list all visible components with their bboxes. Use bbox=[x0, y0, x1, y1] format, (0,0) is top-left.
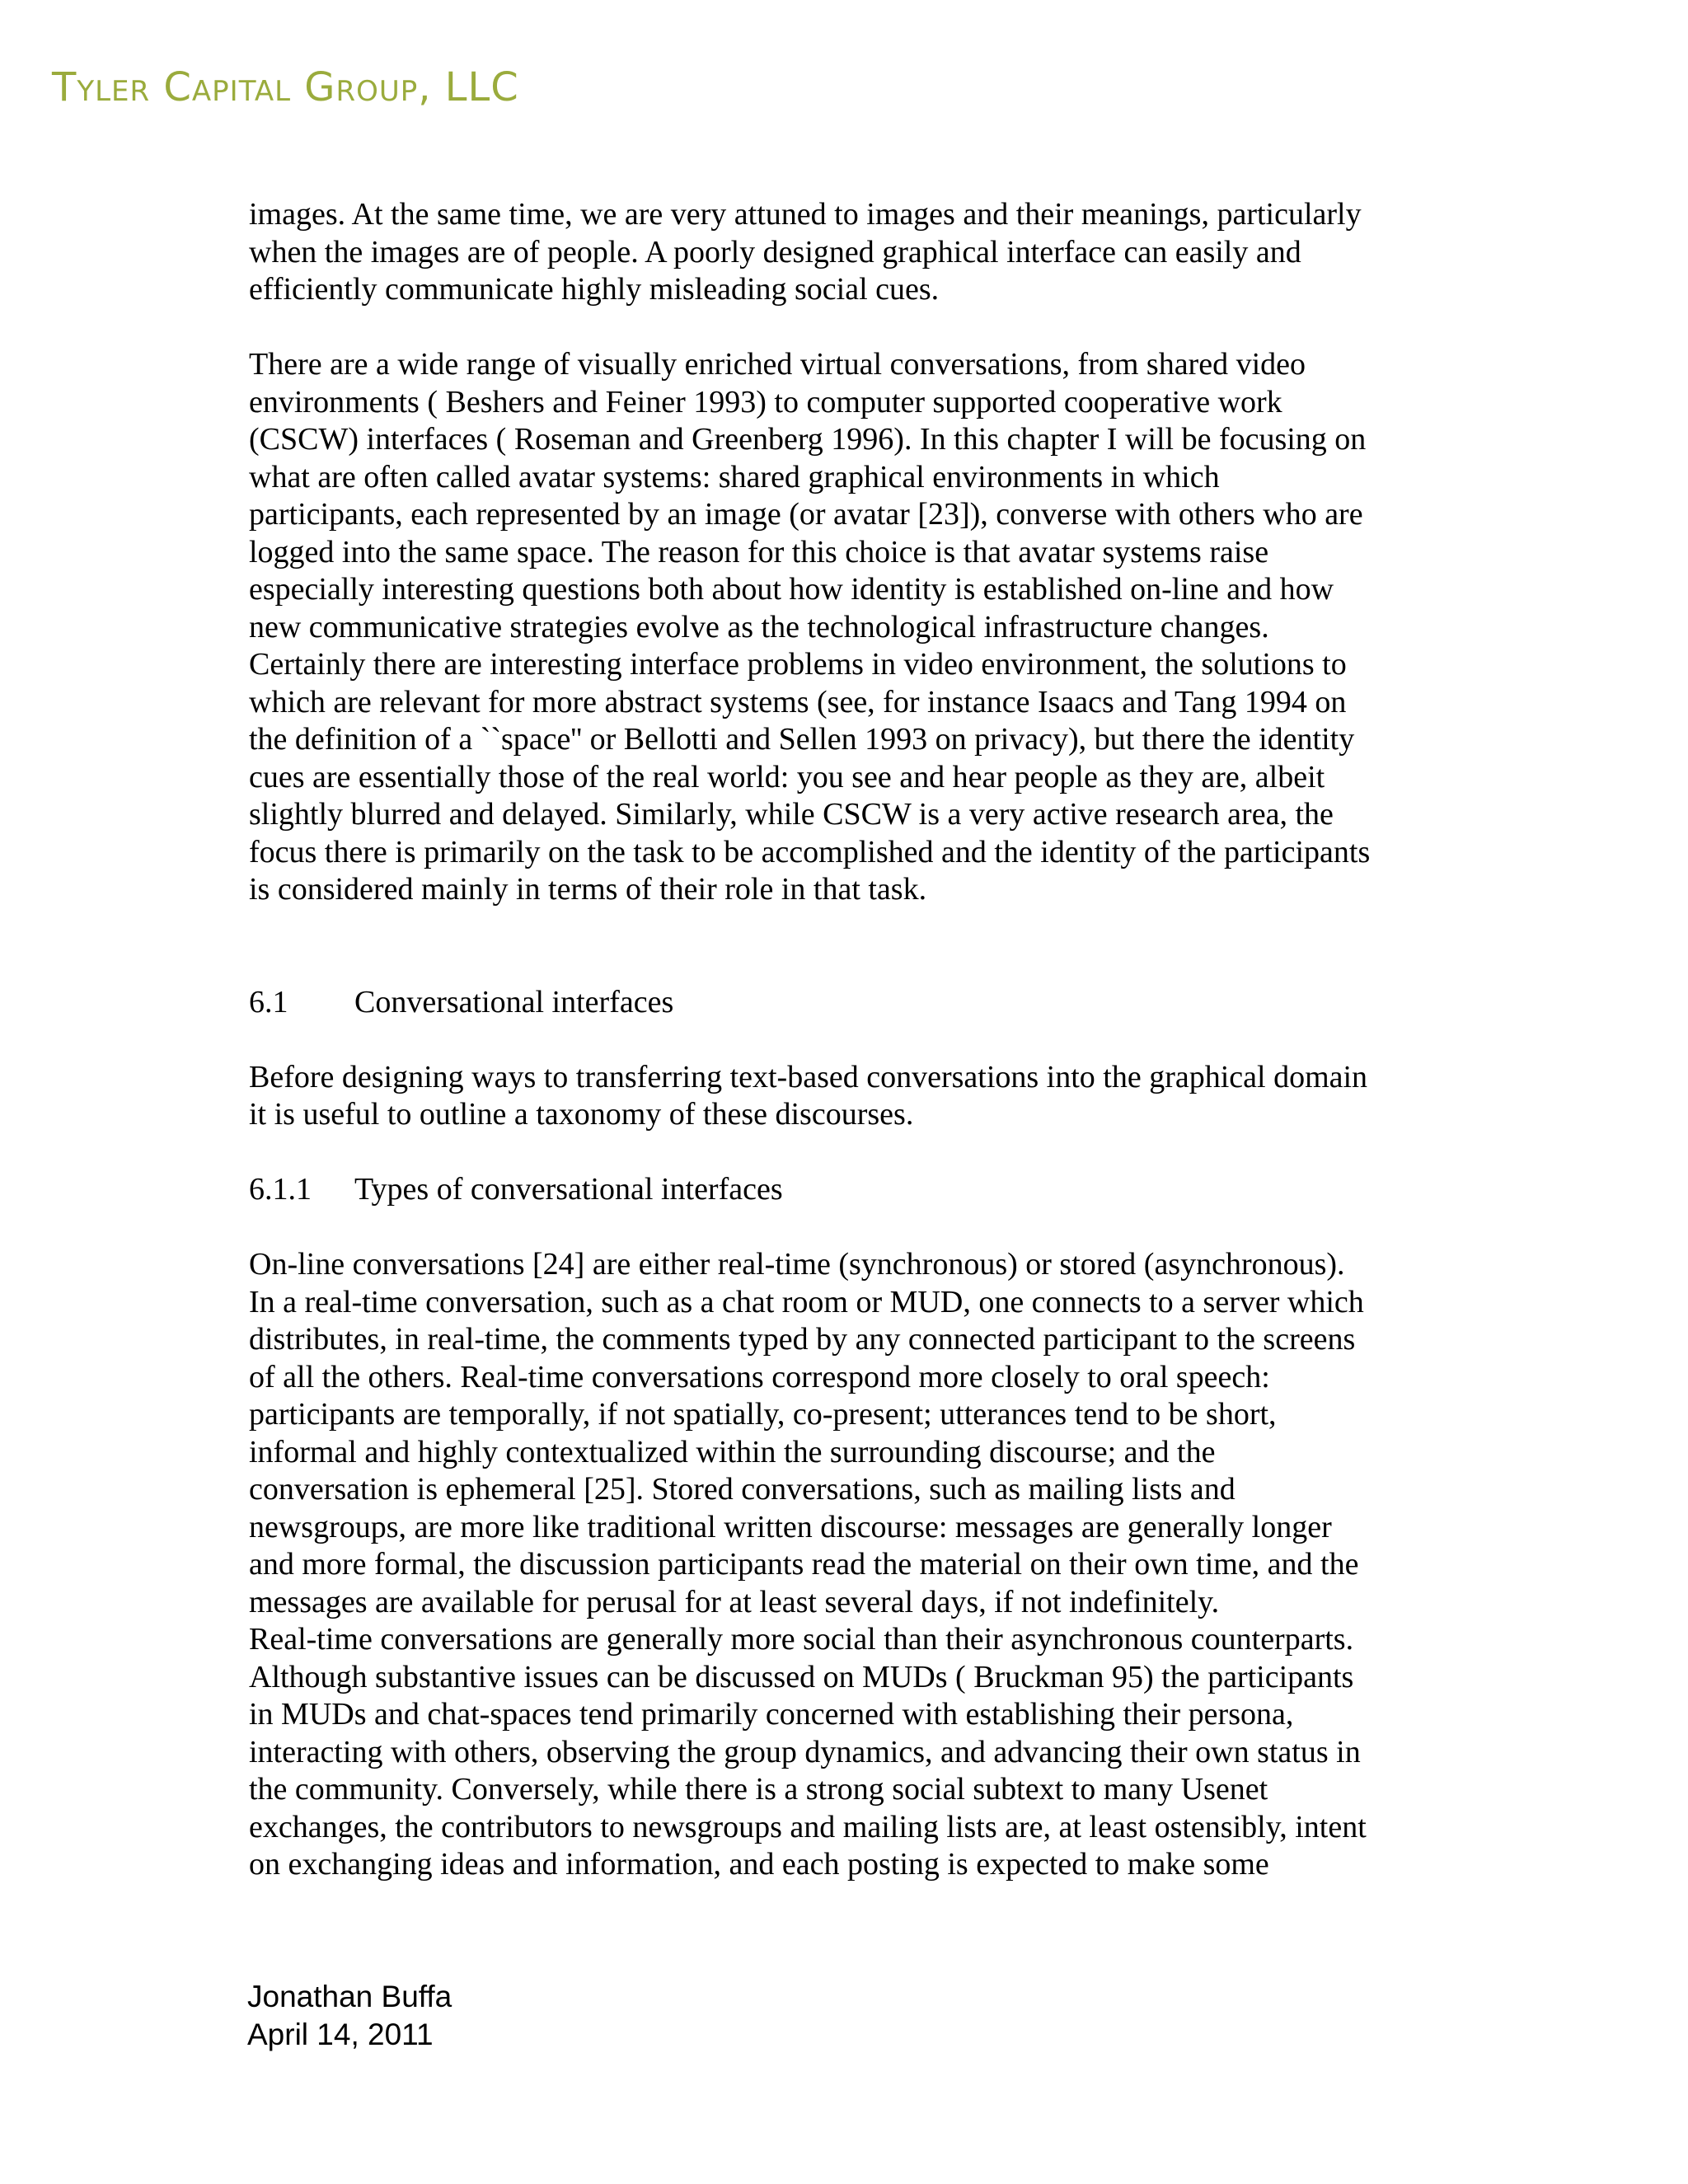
section-heading bbox=[249, 984, 1469, 1022]
subsection-number: 6.1.1 bbox=[249, 1172, 312, 1207]
paragraph-visual-conversations: There are a wide range of visually enriched virtual conversations, from shared video environments ( Beshers and Feiner 1993) to computer supported cooperative work (CSCW) interfaces ( Roseman and Greenberg 1996). In this chapter I will be focusing on what are often called avatar systems: shared graphical environments in which participants, each represented by an image (or avatar [23]), converse with others who are logged into the same space. The reason for this choice is that avatar systems raise especially interesting questions both about how identity is established on-line and how new communicative strategies evolve as the technological infrastructure changes. Certainly there are interesting interface problems in video environment, the solutions to which are relevant for more abstract systems (see, for instance Isaacs and Tang 1994 on the definition of a ``space'' or Bellotti and Sellen 1993 on privacy), but there the identity cues are essentially those of the real world: you see and hear people as they are, albeit slightly blurred and delayed. Similarly, while CSCW is a very active research area, the focus there is primarily on the task to be accomplished and the identity of the participants is considered mainly in terms of their role in that task. bbox=[249, 347, 1371, 907]
section-number: 6.1 bbox=[249, 984, 288, 1019]
paragraph-intro: images. At the same time, we are very attuned to images and their meanings, particularly when the images are of people. A poorly designed graphical interface can easily and efficiently communicate highly misleading social cues. bbox=[249, 197, 1362, 307]
section-title: Conversational interfaces bbox=[354, 984, 674, 1019]
footer-author: Jonathan Buffa bbox=[247, 1980, 452, 2013]
footer-date: April 14, 2011 bbox=[247, 2018, 434, 2051]
subsection-title: Types of conversational interfaces bbox=[354, 1172, 783, 1207]
footer bbox=[247, 1978, 452, 2054]
document-body bbox=[249, 196, 1469, 1884]
paragraph-taxonomy: Before designing ways to transferring text-based conversations into the graphical domain it is useful to outline a taxonomy of these discourses. bbox=[249, 1059, 1368, 1132]
company-header: Tyler Capital Group, LLC bbox=[52, 64, 519, 110]
paragraph-online-conversations: On-line conversations [24] are either real-time (synchronous) or stored (asynchronous). In a real-time conversation, such as a chat room or MUD, one connects to a server which distributes, in real-time, the comments typed by any connected participant to the screens of all the others. Real-time conversations correspond more closely to oral speech: participants are temporally, if not spatially, co-present; utterances tend to be short, informal and highly contextualized within the surrounding discourse; and the conversation is ephemeral [25]. Stored conversations, such as mailing lists and newsgroups, are more like traditional written discourse: messages are generally longer and more formal, the discussion participants read the material on their own time, and the messages are available for perusal for at least several days, if not indefinitely. Real-time conversations are generally more social than their asynchronous counterparts. Although substantive issues can be discussed on MUDs ( Bruckman 95) the participants in MUDs and chat-spaces tend primarily concerned with establishing their persona, interacting with others, observing the group dynamics, and advancing their own status in the community. Conversely, while there is a strong social subtext to many Usenet exchanges, the contributors to newsgroups and mailing lists are, at least ostensibly, intent on exchanging ideas and information, and each posting is expected to make some bbox=[249, 1247, 1367, 1882]
subsection-heading bbox=[249, 1171, 1469, 1209]
